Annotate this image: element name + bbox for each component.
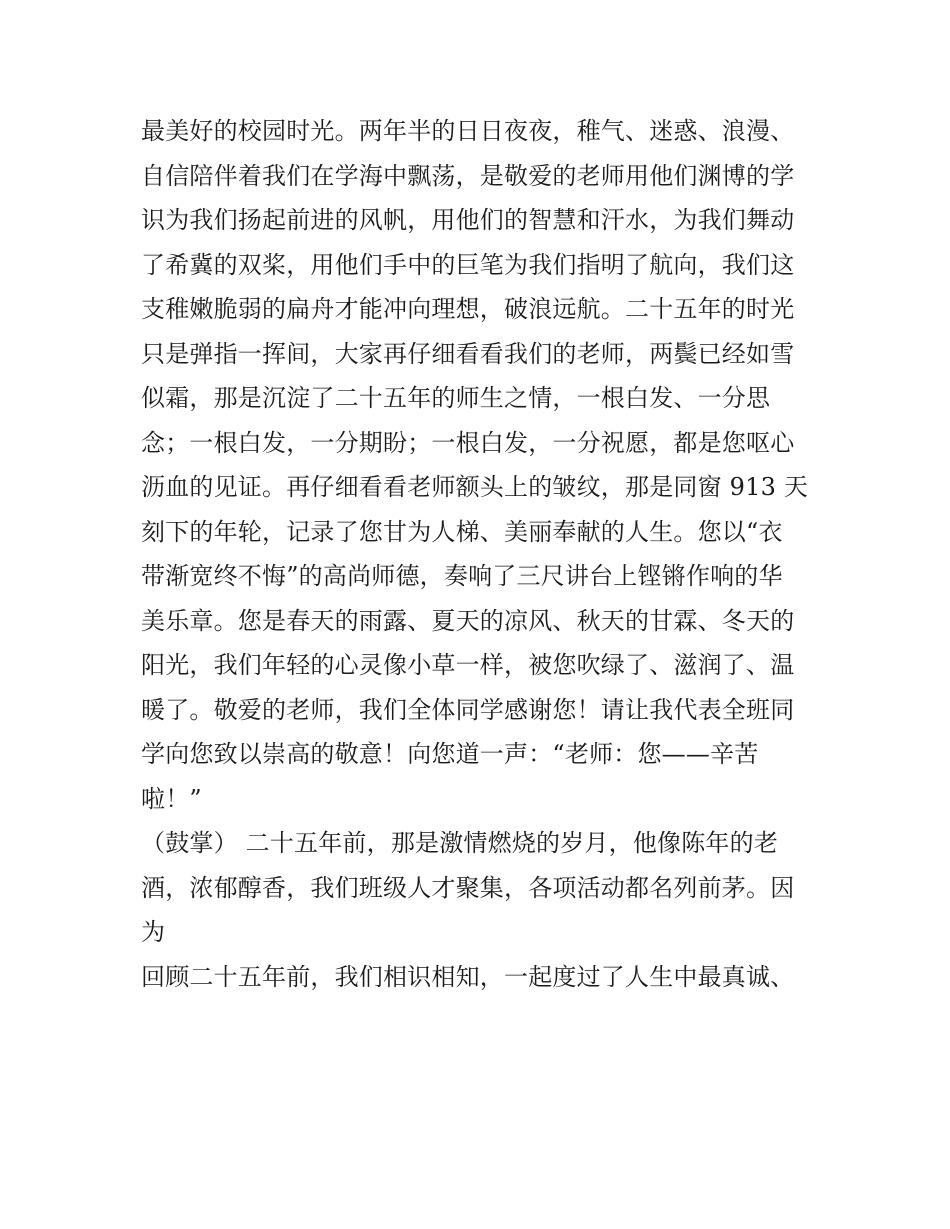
text-line: 酒，浓郁醇香，我们班级人才聚集，各项活动都名列前茅。因: [141, 873, 795, 902]
document-body: [141, 109, 821, 999]
text-line: 啦！”: [141, 784, 202, 813]
text-line: 了希冀的双桨，用他们手中的巨笔为我们指明了航向，我们这: [141, 250, 795, 279]
text-line: 暖了。敬爱的老师，我们全体同学感谢您！请让我代表全班同: [141, 695, 795, 724]
text-line: 学向您致以崇高的敬意！向您道一声：“老师：您——辛苦: [141, 740, 759, 768]
text-line: 自信陪伴着我们在学海中飘荡，是敬爱的老师用他们渊博的学: [141, 161, 795, 190]
text-line: 念；一根白发，一分期盼；一根白发，一分祝愿，都是您呕心: [141, 428, 795, 457]
text-line: 为: [141, 918, 166, 946]
text-line: 美乐章。您是春天的雨露、夏天的凉风、秋天的甘霖、冬天的: [141, 606, 795, 635]
text-line: （鼓掌） 二十五年前，那是激情燃烧的岁月，他像陈年的老: [141, 829, 779, 857]
text-line: 支稚嫩脆弱的扁舟才能冲向理想，破浪远航。二十五年的时光: [141, 295, 795, 323]
text-line: 带渐宽终不悔”的高尚师德，奏响了三尺讲台上铿锵作响的华: [141, 562, 783, 590]
text-line: 刻下的年轮，记录了您甘为人梯、美丽奉献的人生。您以“衣: [141, 517, 783, 546]
text-line: 只是弹指一挥间，大家再仔细看看我们的老师，两鬓已经如雪: [141, 339, 795, 368]
text-line: 识为我们扬起前进的风帆，用他们的智慧和汗水，为我们舞动: [141, 206, 795, 234]
text-line: 最美好的校园时光。两年半的日日夜夜，稚气、迷惑、浪漫、: [141, 117, 795, 145]
text-line: 沥血的见证。再仔细看看老师额头上的皱纹，那是同窗 913 天: [141, 473, 809, 501]
text-line: 回顾二十五年前，我们相识相知，一起度过了人生中最真诚、: [141, 962, 795, 991]
text-line: 阳光，我们年轻的心灵像小草一样，被您吹绿了、滋润了、温: [141, 651, 795, 679]
text-line: 似霜，那是沉淀了二十五年的师生之情，一根白发、一分思: [141, 384, 771, 412]
